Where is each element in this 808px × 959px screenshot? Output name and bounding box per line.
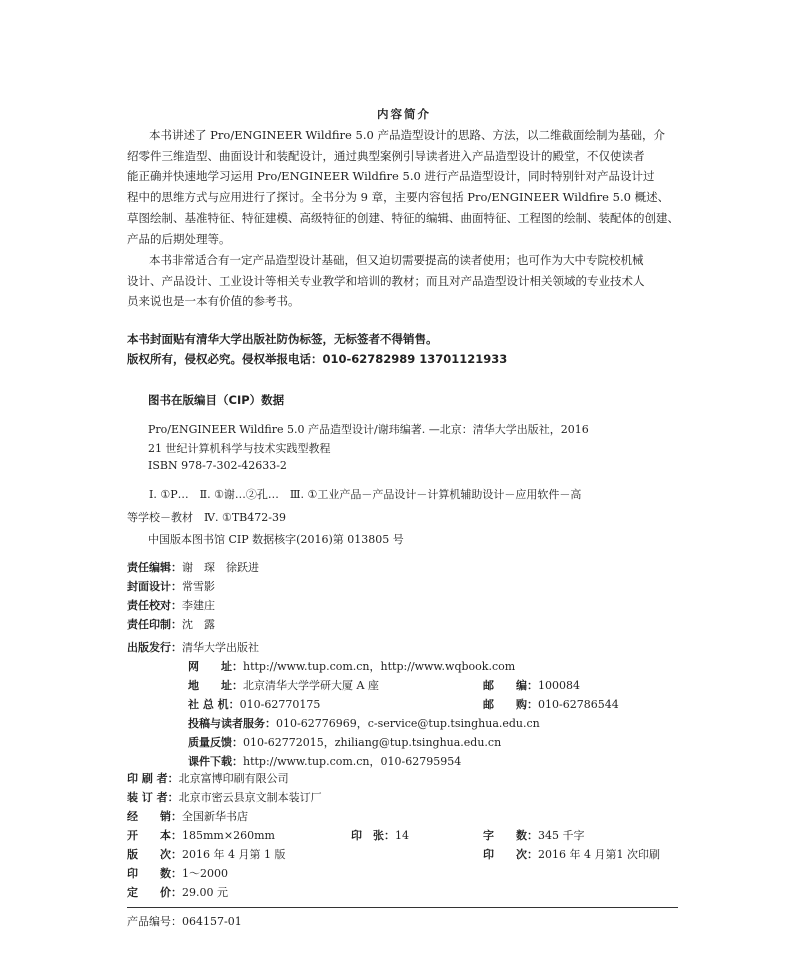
cip-isbn: ISBN 978-7-302-42633-2 <box>148 459 287 472</box>
copyright-notice: 版权所有，侵权必究。侵权举报电话：010-62782989 13701121933 <box>127 352 508 366</box>
cip-title: 图书在版编目（CIP）数据 <box>148 393 285 407</box>
credit-value: 沈 露 <box>182 618 215 631</box>
sheets-row <box>351 827 409 843</box>
credit-label: 责任印制： <box>127 618 182 631</box>
credit-value: 常雪影 <box>182 580 215 593</box>
price-label: 定 价： <box>127 886 182 899</box>
price-row <box>127 884 228 900</box>
quality-feedback-row <box>188 734 501 750</box>
address-row <box>188 677 379 693</box>
distributor-label: 经 销： <box>127 810 182 823</box>
intro-paragraph-1 <box>127 125 680 249</box>
footer-divider <box>127 907 678 908</box>
printer-value: 北京富博印刷有限公司 <box>178 772 289 785</box>
zip-label: 邮 编： <box>483 679 538 692</box>
word-count-label: 字 数： <box>483 829 538 842</box>
switchboard-row <box>188 696 320 712</box>
edition-row <box>127 846 285 862</box>
intro-line: 草图绘制、基准特征、特征建模、高级特征的创建、特征的编辑、曲面特征、工程图的绘制、装配体的创建、 <box>127 210 679 225</box>
cip-classification <box>127 483 687 529</box>
intro-line: 本书讲述了 Pro/ENGINEER Wildfire 5.0 产品造型设计的思路、方法，以二维截面绘制为基础，介 <box>149 128 665 142</box>
zip-row <box>483 677 580 693</box>
copies-value: 1～2000 <box>182 867 228 880</box>
cip-class-line: Ⅰ. ①P… Ⅱ. ①谢…②孔… Ⅲ. ①工业产品－产品设计－计算机辅助设计－应用软件－高 <box>149 488 582 501</box>
mail-order-row <box>483 696 619 712</box>
format-label: 开 本： <box>127 829 182 842</box>
mail-order-label: 邮 购： <box>483 698 538 711</box>
website-label: 网 址： <box>188 660 243 673</box>
credit-label: 封面设计： <box>127 580 182 593</box>
impression-label: 印 次： <box>483 848 538 861</box>
edition-label: 版 次： <box>127 848 182 861</box>
courseware-download-value: http://www.tup.com.cn，010-62795954 <box>243 755 462 768</box>
courseware-download-row <box>188 753 461 769</box>
format-row <box>127 827 275 843</box>
credit-row <box>127 559 259 575</box>
intro-line: 绍零件三维造型、曲面设计和装配设计，通过典型案例引导读者进入产品造型设计的殿堂，不仅使读者 <box>127 148 645 163</box>
credit-row <box>127 597 215 613</box>
contribution-row <box>188 715 540 731</box>
product-code: 产品编号：064157-01 <box>127 915 242 928</box>
distributor-value: 全国新华书店 <box>182 810 248 823</box>
intro-line: 设计、产品设计、工业设计等相关专业教学和培训的教材；而且对产品造型设计相关领域的专业技术人 <box>127 273 645 288</box>
binder-row <box>127 789 322 805</box>
credit-label: 责任编辑： <box>127 561 182 574</box>
credit-value: 李建庄 <box>182 599 215 612</box>
impression-value: 2016 年 4 月第1 次印刷 <box>538 848 660 861</box>
contribution-label: 投稿与读者服务： <box>188 717 276 730</box>
price-value: 29.00 元 <box>182 886 228 899</box>
impression-row <box>483 846 660 862</box>
publisher-label: 出版发行： <box>127 641 182 654</box>
address-label: 地 址： <box>188 679 243 692</box>
word-count-value: 345 千字 <box>538 829 585 842</box>
cip-bibliographic-line: Pro/ENGINEER Wildfire 5.0 产品造型设计/谢玮编著. —北京：清华大学出版社，2016 <box>148 423 589 436</box>
copies-row <box>127 865 228 881</box>
binder-label: 装 订 者： <box>127 791 179 804</box>
page-title: 内容简介 <box>377 107 431 121</box>
credit-row <box>127 616 215 632</box>
printer-label: 印 刷 者： <box>127 772 179 785</box>
word-count-row <box>483 827 585 843</box>
website-row <box>188 658 515 674</box>
printer-row <box>127 770 289 786</box>
cip-library-number: 中国版本图书馆 CIP 数据核字(2016)第 013805 号 <box>148 533 404 546</box>
intro-line: 程中的思维方式与应用进行了探讨。全书分为 9 章，主要内容包括 Pro/ENGINEER Wildfire 5.0 概述、 <box>127 190 670 205</box>
cip-class-line: 等学校－教材 Ⅳ. ①TB472-39 <box>127 511 286 524</box>
sheets-value: 14 <box>395 829 409 842</box>
format-value: 185mm×260mm <box>182 829 275 842</box>
credit-value: 谢 琛 徐跃进 <box>182 561 259 574</box>
sheets-label: 印 张： <box>351 829 395 842</box>
courseware-download-label: 课件下载： <box>188 755 243 768</box>
intro-line: 产品的后期处理等。 <box>127 231 231 246</box>
contribution-value: 010-62776969，c-service@tup.tsinghua.edu.cn <box>276 717 540 730</box>
address-value: 北京清华大学学研大厦 A 座 <box>243 679 379 692</box>
intro-line: 员来说也是一本有价值的参考书。 <box>127 294 300 309</box>
edition-value: 2016 年 4 月第 1 版 <box>182 848 286 861</box>
publisher-row <box>127 639 259 655</box>
intro-line: 能正确并快速地学习运用 Pro/ENGINEER Wildfire 5.0 进行产品造型设计，同时特别针对产品设计过 <box>127 169 655 184</box>
copies-label: 印 数： <box>127 867 182 880</box>
switchboard-label: 社 总 机： <box>188 698 240 711</box>
credit-label: 责任校对： <box>127 599 182 612</box>
zip-value: 100084 <box>538 679 580 692</box>
anti-counterfeit-notice: 本书封面贴有清华大学出版社防伪标签，无标签者不得销售。 <box>127 332 438 346</box>
quality-feedback-value: 010-62772015，zhiliang@tup.tsinghua.edu.cn <box>243 736 502 749</box>
credit-row <box>127 578 215 594</box>
intro-line: 本书非常适合有一定产品造型设计基础，但又迫切需要提高的读者使用；也可作为大中专院校机械 <box>149 253 644 267</box>
binder-value: 北京市密云县京文制本装订厂 <box>178 791 322 804</box>
website-value: http://www.tup.com.cn，http://www.wqbook.com <box>243 660 516 673</box>
switchboard-value: 010-62770175 <box>239 698 321 711</box>
mail-order-value: 010-62786544 <box>538 698 619 711</box>
quality-feedback-label: 质量反馈： <box>188 736 243 749</box>
distributor-row <box>127 808 248 824</box>
cip-series-line: 21 世纪计算机科学与技术实践型教程 <box>148 442 331 455</box>
intro-paragraph-2 <box>127 250 680 312</box>
publisher-value: 清华大学出版社 <box>182 641 259 654</box>
